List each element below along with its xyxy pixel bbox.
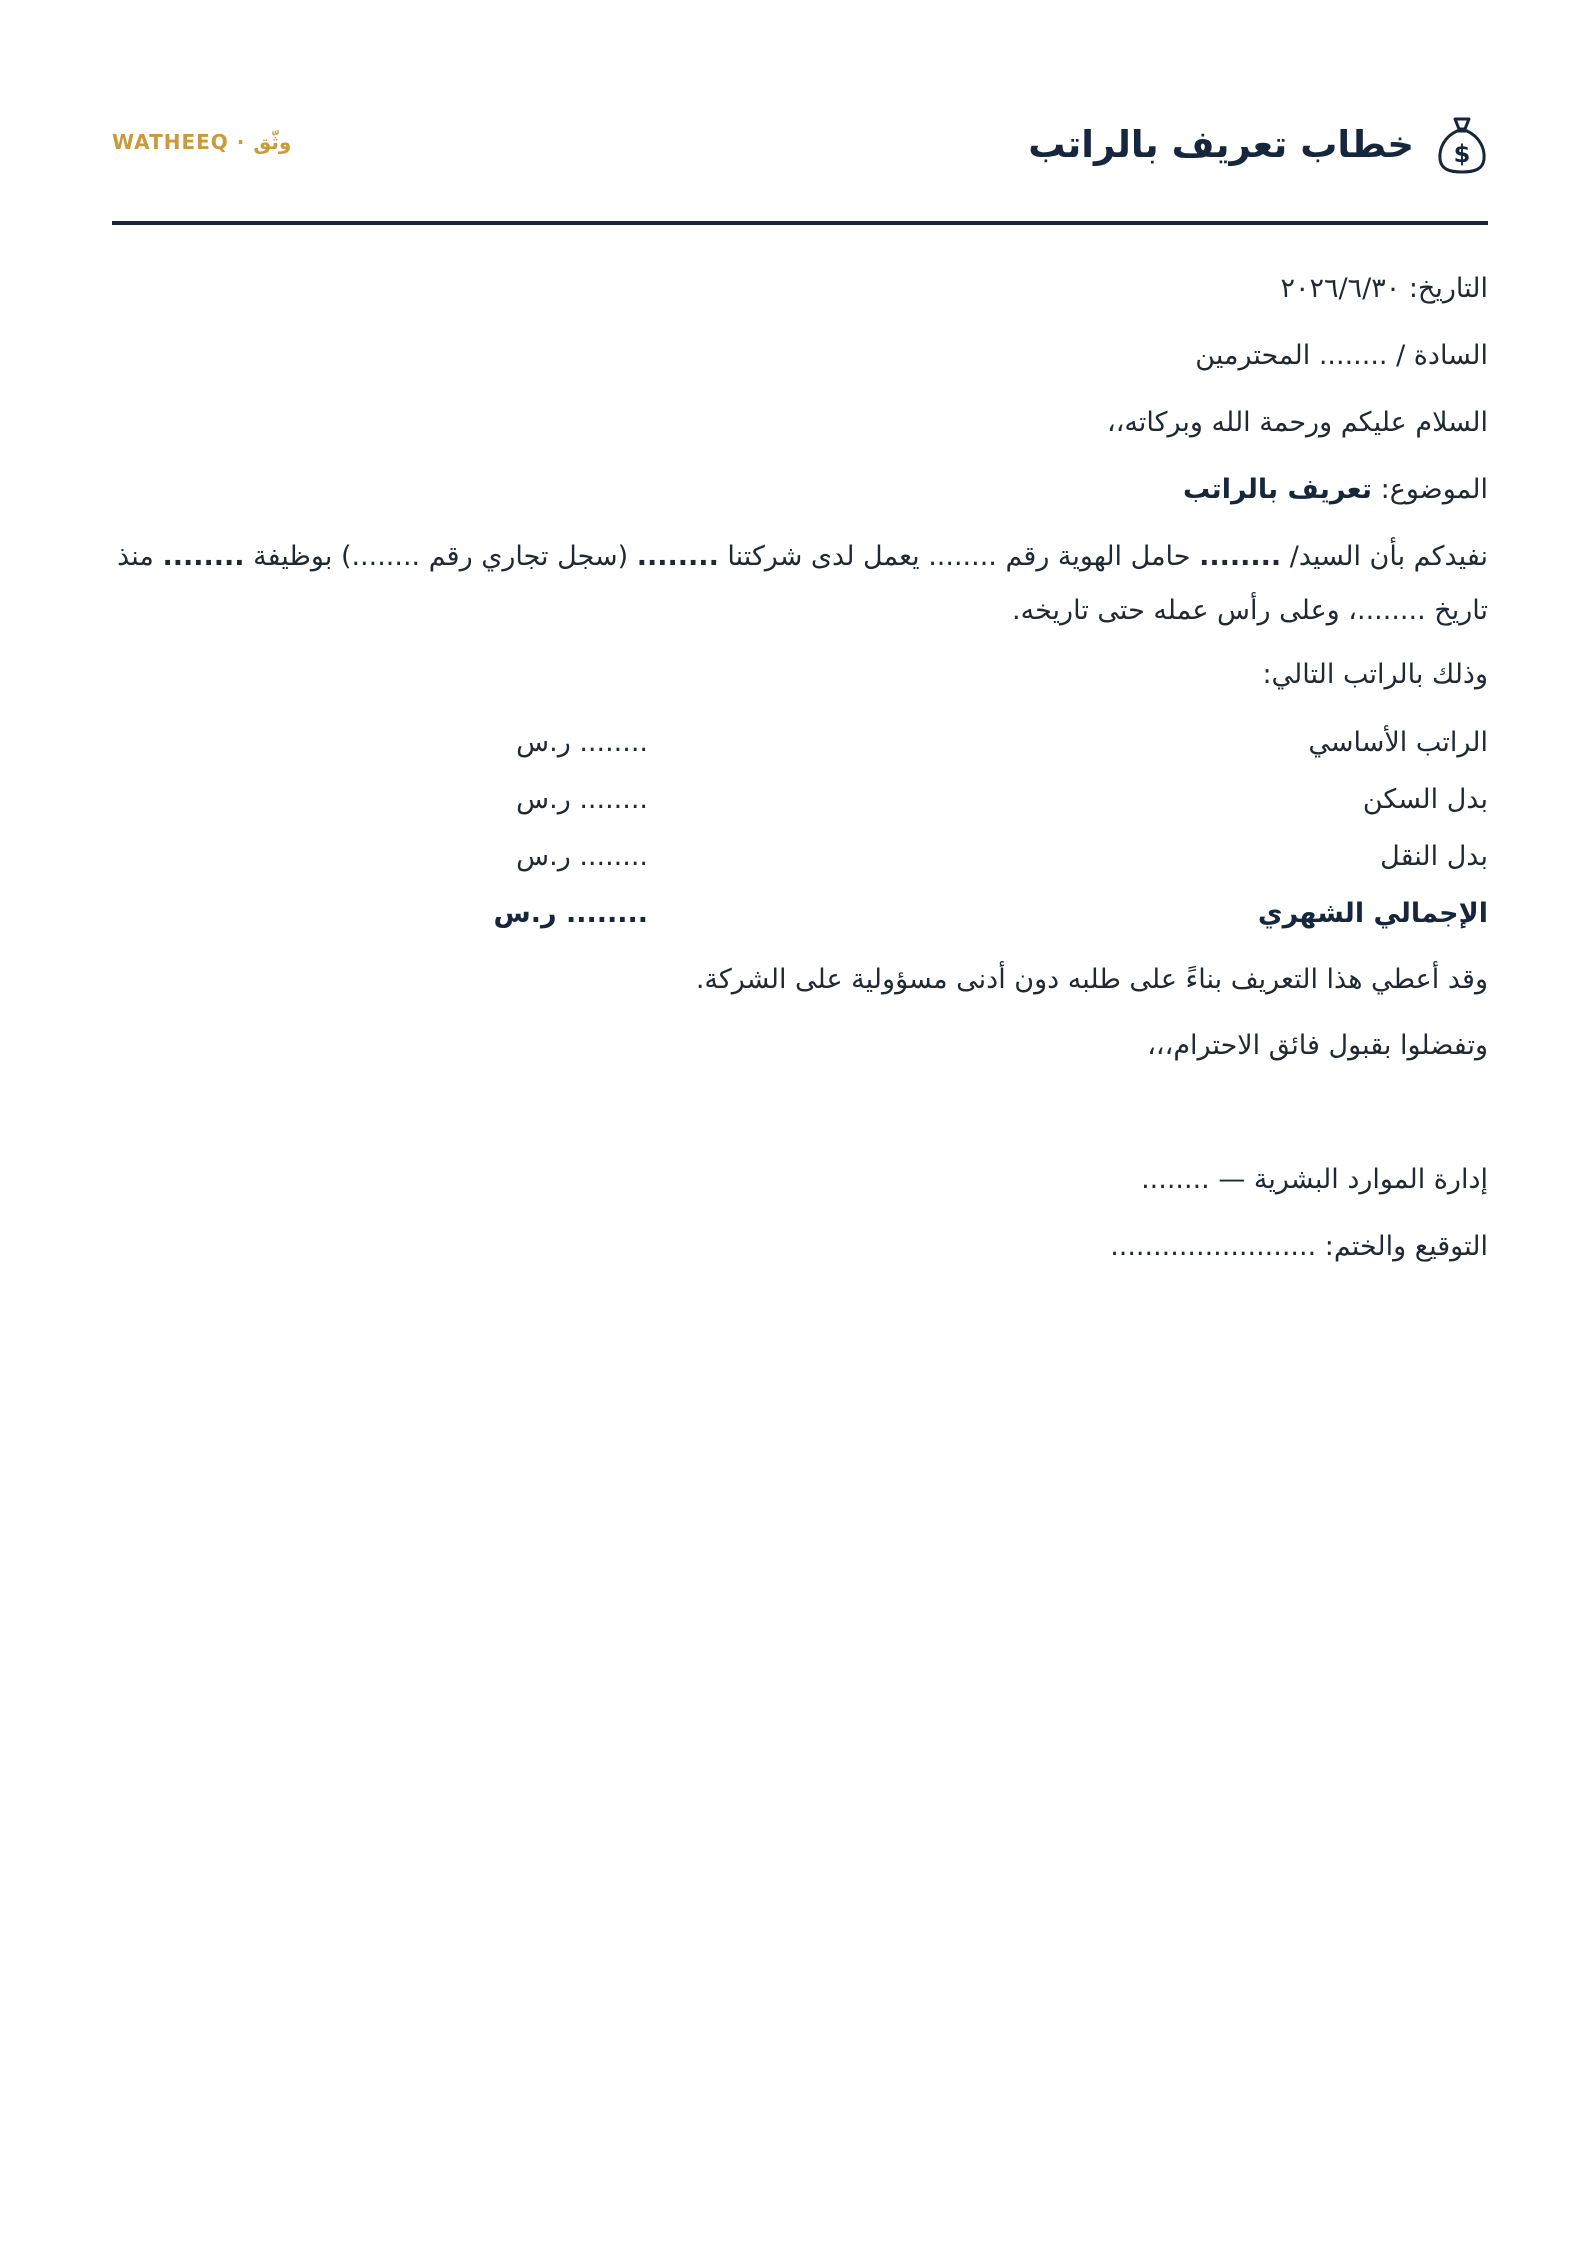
blank-job: ........ bbox=[162, 541, 245, 572]
document-title: خطاب تعريف بالراتب bbox=[1028, 122, 1414, 166]
date-value: ٢٠٢٦/٦/٣٠ bbox=[1280, 273, 1401, 304]
salary-value: ........ ر.س bbox=[516, 727, 648, 758]
blank-name: ........ bbox=[1199, 541, 1282, 572]
letter-page bbox=[112, 0, 1488, 2246]
body-paragraph bbox=[112, 530, 1488, 638]
salary-row-transport bbox=[112, 837, 1488, 877]
salary-row-total bbox=[112, 894, 1488, 934]
department-line: إدارة الموارد البشرية — ........ bbox=[1141, 1164, 1488, 1195]
salary-value: ........ ر.س bbox=[516, 784, 648, 815]
subject-line bbox=[112, 470, 1488, 510]
title-group bbox=[1028, 104, 1488, 184]
subject-label: الموضوع: bbox=[1380, 474, 1488, 505]
money-bag-icon bbox=[1436, 113, 1488, 175]
body-text-1: نفيدكم بأن السيد/ bbox=[1289, 541, 1488, 572]
body-text-4: منذ تاريخ ........، وعلى رأس عمله حتى تاريخه. bbox=[117, 541, 1488, 626]
salary-label: بدل السكن bbox=[1362, 784, 1488, 815]
salary-value: ........ ر.س bbox=[516, 841, 648, 872]
salary-intro: وذلك بالراتب التالي: bbox=[1262, 659, 1488, 690]
salary-row-basic bbox=[112, 723, 1488, 763]
date-label: التاريخ: bbox=[1408, 273, 1488, 304]
body-text-3: (سجل تجاري رقم ........) بوظيفة bbox=[253, 541, 629, 572]
subject-value: تعريف بالراتب bbox=[1182, 474, 1373, 505]
brand-label: WATHEEQ · وثّق bbox=[112, 130, 292, 154]
blank-company: ........ bbox=[636, 541, 719, 572]
salary-label: بدل النقل bbox=[1380, 841, 1488, 872]
total-label: الإجمالي الشهري bbox=[1257, 898, 1488, 929]
total-value: ........ ر.س bbox=[493, 898, 648, 929]
closing-line: وتفضلوا بقبول فائق الاحترام،،، bbox=[1147, 1030, 1488, 1061]
salary-label: الراتب الأساسي bbox=[1308, 727, 1488, 758]
signature-line: التوقيع والختم: ........................ bbox=[1110, 1231, 1488, 1262]
date-line bbox=[112, 269, 1488, 309]
disclaimer-line: وقد أعطي هذا التعريف بناءً على طلبه دون أدنى مسؤولية على الشركة. bbox=[695, 964, 1488, 995]
svg-text:$: $ bbox=[1453, 140, 1471, 168]
addressee-line: السادة / ........ المحترمين bbox=[1195, 340, 1488, 371]
letter-header bbox=[112, 104, 1488, 184]
salary-row-housing bbox=[112, 780, 1488, 820]
body-text-2: حامل الهوية رقم ........ يعمل لدى شركتنا bbox=[727, 541, 1191, 572]
greeting-line: السلام عليكم ورحمة الله وبركاته،، bbox=[1107, 407, 1488, 438]
header-divider bbox=[112, 221, 1488, 225]
